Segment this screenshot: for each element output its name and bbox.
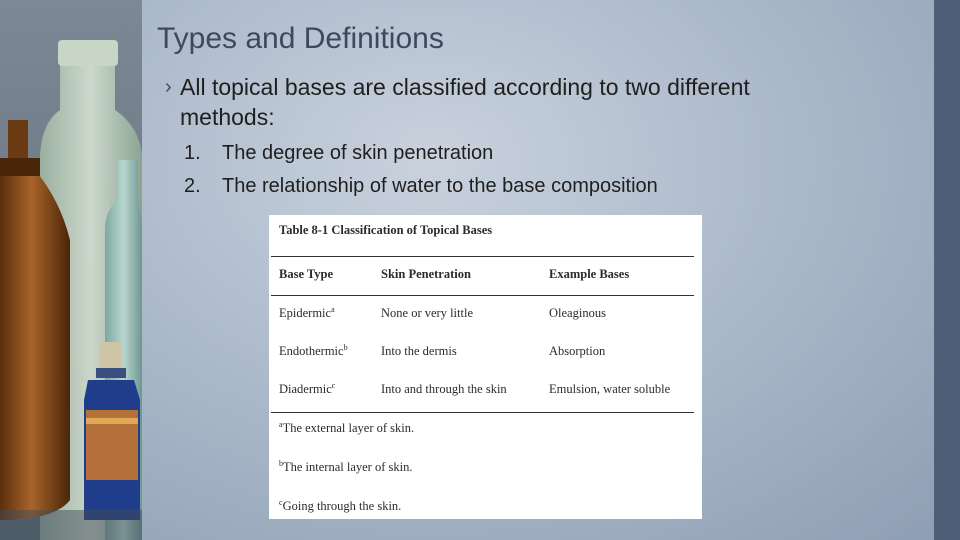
bullet-text: All topical bases are classified according to two different methods: — [180, 74, 750, 130]
table-cell-example: Absorption — [549, 344, 606, 358]
table-cell-example: Emulsion, water soluble — [549, 382, 671, 396]
table-cell-penetration: Into and through the skin — [381, 382, 507, 396]
table-footnote: $^b$The internal layer of skin. — [279, 458, 413, 474]
list-item-number: 2. — [184, 175, 201, 197]
right-accent-bar — [934, 0, 960, 540]
list-item — [184, 137, 658, 170]
table-cell-base: Endothermic$^b$ — [279, 342, 348, 358]
table-rule — [271, 412, 694, 413]
list-item-number: 1. — [184, 142, 201, 164]
slide-title: Types and Definitions — [157, 22, 444, 55]
list-item-text: The degree of skin penetration — [222, 142, 494, 164]
table-caption: Table 8-1 Classification of Topical Bases — [279, 223, 493, 237]
bottles-photo — [0, 0, 142, 540]
list-item-text: The relationship of water to the base composition — [222, 175, 658, 197]
list-item — [184, 170, 658, 203]
numbered-list — [184, 137, 658, 203]
table-cell-base: Epidermic$^a$ — [279, 304, 335, 320]
chevron-right-icon: › — [165, 76, 172, 98]
classification-table — [269, 215, 702, 519]
column-header-example-bases: Example Bases — [549, 267, 630, 281]
table-footnote: $^c$Going through the skin. — [279, 497, 402, 513]
table-cell-penetration: Into the dermis — [381, 344, 457, 358]
column-header-skin-penetration: Skin Penetration — [381, 267, 471, 281]
table-rule — [271, 295, 694, 296]
bullet-point — [165, 72, 845, 132]
table-cell-example: Oleaginous — [549, 306, 606, 320]
column-header-base-type: Base Type — [279, 267, 334, 281]
table-cell-penetration: None or very little — [381, 306, 473, 320]
table-rule — [271, 256, 694, 257]
bottles-illustration — [0, 0, 142, 540]
table-footnote: $^a$The external layer of skin. — [279, 419, 415, 435]
table-cell-base: Diadermic$^c$ — [279, 380, 336, 396]
